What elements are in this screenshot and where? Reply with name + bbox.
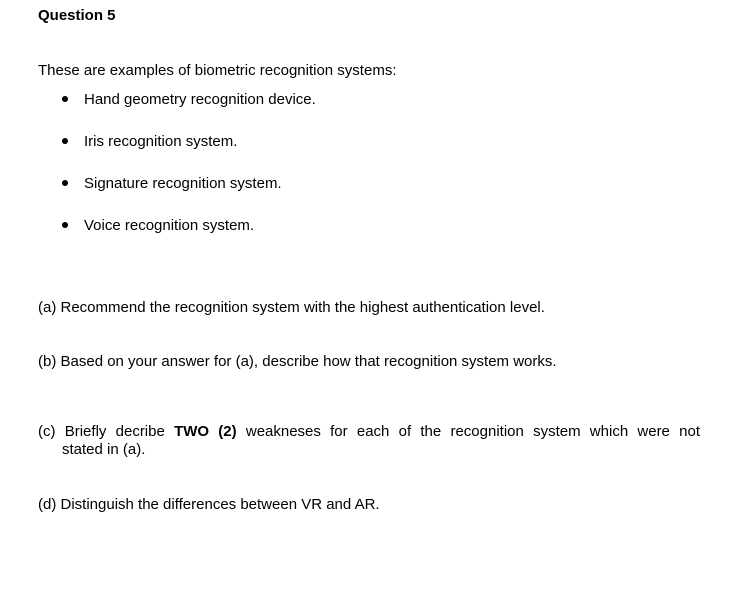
bullet-icon	[62, 138, 68, 144]
list-item-text: Hand geometry recognition device.	[84, 91, 316, 108]
question-part-c-suffix: weakneses for each of the recognition system which were not	[245, 423, 700, 440]
question-part-d: (d) Distinguish the differences between VR and AR.	[38, 496, 380, 513]
bullet-icon	[62, 180, 68, 186]
list-item	[62, 133, 237, 151]
question-title: Question 5	[38, 7, 116, 24]
question-part-c-prefix: (c) Briefly decribe	[38, 423, 165, 440]
list-item-text: Signature recognition system.	[84, 175, 282, 192]
question-part-c-line1	[38, 423, 700, 441]
question-intro: These are examples of biometric recognition systems:	[38, 62, 397, 79]
question-part-c-line2: stated in (a).	[62, 441, 146, 458]
list-item-text: Iris recognition system.	[84, 133, 238, 150]
bullet-icon	[62, 96, 68, 102]
list-item	[62, 217, 254, 235]
question-part-a: (a) Recommend the recognition system with the highest authentication level.	[38, 299, 545, 316]
question-part-c-emphasis: TWO (2)	[174, 423, 237, 440]
list-item-text: Voice recognition system.	[84, 217, 255, 234]
bullet-icon	[62, 222, 68, 228]
question-part-b: (b) Based on your answer for (a), describe how that recognition system works.	[38, 353, 557, 370]
question-part-c	[38, 423, 700, 459]
list-item	[62, 91, 316, 109]
list-item	[62, 175, 282, 193]
